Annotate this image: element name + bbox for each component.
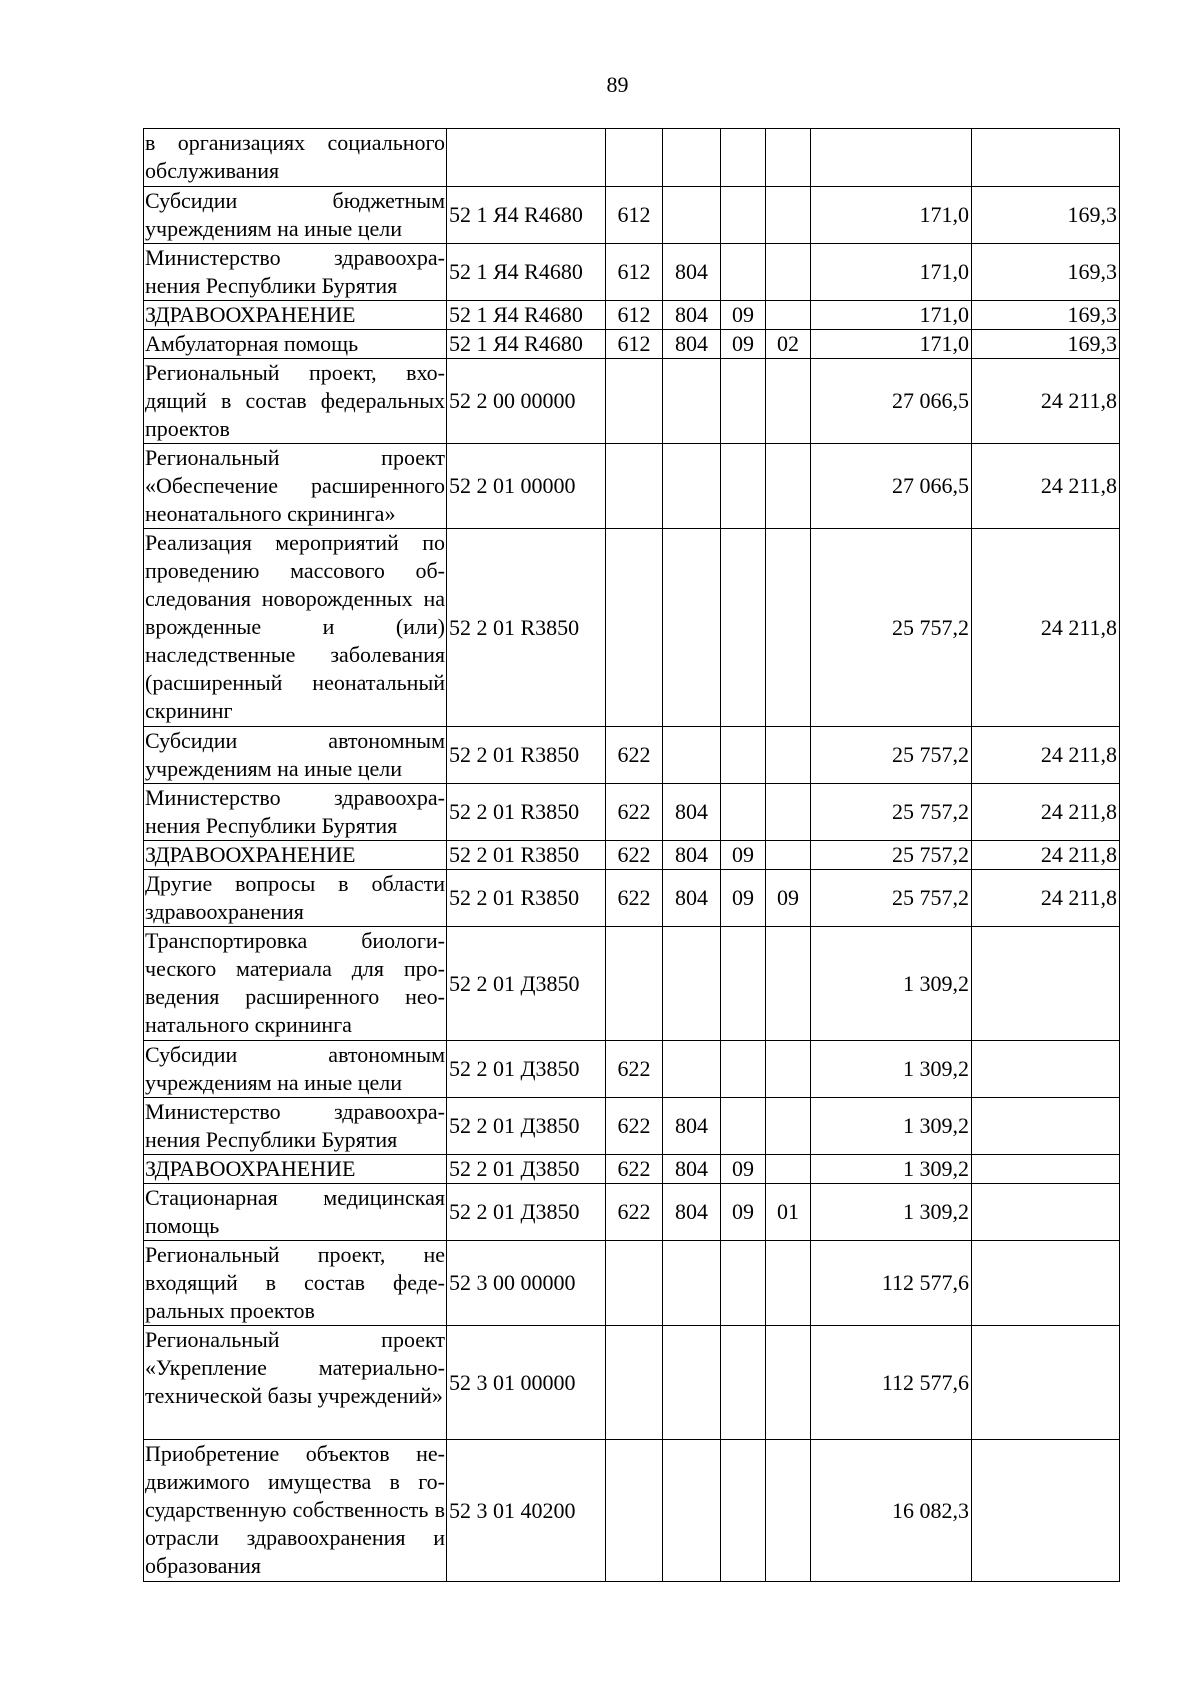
target-article-code-cell: 52 2 01 R3850 bbox=[447, 727, 606, 784]
administrator-code-cell bbox=[663, 129, 721, 187]
administrator-code-cell: 804 bbox=[663, 301, 721, 330]
table-row bbox=[144, 187, 1120, 244]
approved-sum-cell: 16 082,3 bbox=[811, 1440, 972, 1582]
subsection-code-cell bbox=[766, 529, 811, 727]
expense-type-cell: 622 bbox=[606, 727, 663, 784]
approved-sum-cell: 112 577,6 bbox=[811, 1326, 972, 1440]
section-code-cell bbox=[721, 784, 766, 841]
approved-sum-cell: 112 577,6 bbox=[811, 1241, 972, 1326]
expense-type-cell: 622 bbox=[606, 1098, 663, 1155]
target-article-code-cell: 52 1 Я4 R4680 bbox=[447, 187, 606, 244]
target-article-code-cell: 52 2 01 R3850 bbox=[447, 529, 606, 727]
target-article-code-cell: 52 2 01 Д3850 bbox=[447, 1155, 606, 1184]
executed-sum-cell bbox=[972, 1041, 1120, 1098]
approved-sum-cell: 1 309,2 bbox=[811, 1041, 972, 1098]
section-code-cell bbox=[721, 927, 766, 1041]
expense-type-cell bbox=[606, 444, 663, 529]
subsection-code-cell: 01 bbox=[766, 1184, 811, 1241]
subsection-code-cell bbox=[766, 841, 811, 870]
approved-sum-cell: 25 757,2 bbox=[811, 870, 972, 927]
administrator-code-cell bbox=[663, 187, 721, 244]
executed-sum-cell bbox=[972, 1326, 1120, 1440]
table-row bbox=[144, 244, 1120, 301]
target-article-code-cell: 52 1 Я4 R4680 bbox=[447, 301, 606, 330]
section-code-cell bbox=[721, 1041, 766, 1098]
target-article-code-cell: 52 2 01 Д3850 bbox=[447, 1041, 606, 1098]
row-name-cell: Транспортировка биологического материала для проведения расширенного неонатального скрининга bbox=[144, 927, 447, 1041]
subsection-code-cell bbox=[766, 187, 811, 244]
table-row bbox=[144, 129, 1120, 187]
executed-sum-cell bbox=[972, 1184, 1120, 1241]
table-row bbox=[144, 301, 1120, 330]
executed-sum-cell bbox=[972, 1241, 1120, 1326]
executed-sum-cell bbox=[972, 1440, 1120, 1582]
administrator-code-cell: 804 bbox=[663, 841, 721, 870]
section-code-cell bbox=[721, 529, 766, 727]
subsection-code-cell bbox=[766, 1155, 811, 1184]
section-code-cell bbox=[721, 1098, 766, 1155]
subsection-code-cell bbox=[766, 301, 811, 330]
table-row bbox=[144, 841, 1120, 870]
section-code-cell bbox=[721, 1326, 766, 1440]
expense-type-cell: 622 bbox=[606, 1041, 663, 1098]
section-code-cell bbox=[721, 727, 766, 784]
executed-sum-cell: 24 211,8 bbox=[972, 784, 1120, 841]
subsection-code-cell bbox=[766, 1098, 811, 1155]
expense-type-cell bbox=[606, 927, 663, 1041]
table-row bbox=[144, 927, 1120, 1041]
row-name-cell: Субсидии автономным учреждениям на иные цели bbox=[144, 727, 447, 784]
row-name-cell: Субсидии автономным учреждениям на иные цели bbox=[144, 1041, 447, 1098]
row-name-cell: Региональный проект «Обеспечение расширенного неонатального скрининга» bbox=[144, 444, 447, 529]
executed-sum-cell: 169,3 bbox=[972, 244, 1120, 301]
administrator-code-cell bbox=[663, 927, 721, 1041]
target-article-code-cell bbox=[447, 129, 606, 187]
table-row bbox=[144, 727, 1120, 784]
section-code-cell: 09 bbox=[721, 1184, 766, 1241]
approved-sum-cell: 25 757,2 bbox=[811, 784, 972, 841]
row-name-cell: Амбулаторная помощь bbox=[144, 330, 447, 359]
row-name-cell: Министерство здравоохранения Республики Бурятия bbox=[144, 244, 447, 301]
administrator-code-cell: 804 bbox=[663, 1184, 721, 1241]
subsection-code-cell: 02 bbox=[766, 330, 811, 359]
administrator-code-cell: 804 bbox=[663, 784, 721, 841]
table-row bbox=[144, 870, 1120, 927]
administrator-code-cell: 804 bbox=[663, 1155, 721, 1184]
table-row bbox=[144, 330, 1120, 359]
approved-sum-cell: 171,0 bbox=[811, 330, 972, 359]
table-row bbox=[144, 444, 1120, 529]
table-row bbox=[144, 784, 1120, 841]
executed-sum-cell: 24 211,8 bbox=[972, 529, 1120, 727]
subsection-code-cell bbox=[766, 1241, 811, 1326]
table-row bbox=[144, 1155, 1120, 1184]
budget-table-body bbox=[144, 129, 1120, 1582]
row-name-cell: Стационарная медицинская помощь bbox=[144, 1184, 447, 1241]
target-article-code-cell: 52 2 01 R3850 bbox=[447, 870, 606, 927]
executed-sum-cell bbox=[972, 927, 1120, 1041]
subsection-code-cell bbox=[766, 244, 811, 301]
section-code-cell: 09 bbox=[721, 870, 766, 927]
target-article-code-cell: 52 2 00 00000 bbox=[447, 359, 606, 444]
expense-type-cell bbox=[606, 129, 663, 187]
target-article-code-cell: 52 2 01 00000 bbox=[447, 444, 606, 529]
executed-sum-cell: 24 211,8 bbox=[972, 727, 1120, 784]
row-name-cell: Приобретение объектов недвижимого имущества в государственную собственность в отрасли здравоохранения и образования bbox=[144, 1440, 447, 1582]
expense-type-cell: 612 bbox=[606, 330, 663, 359]
expense-type-cell: 622 bbox=[606, 784, 663, 841]
administrator-code-cell bbox=[663, 1041, 721, 1098]
approved-sum-cell: 27 066,5 bbox=[811, 359, 972, 444]
target-article-code-cell: 52 2 01 Д3850 bbox=[447, 1184, 606, 1241]
target-article-code-cell: 52 3 01 00000 bbox=[447, 1326, 606, 1440]
approved-sum-cell: 171,0 bbox=[811, 301, 972, 330]
expense-type-cell: 612 bbox=[606, 244, 663, 301]
row-name-cell: Министерство здравоохранения Республики Бурятия bbox=[144, 784, 447, 841]
section-code-cell bbox=[721, 187, 766, 244]
section-code-cell: 09 bbox=[721, 1155, 766, 1184]
budget-table bbox=[143, 128, 1120, 1582]
row-name-cell: ЗДРАВООХРАНЕНИЕ bbox=[144, 1155, 447, 1184]
expense-type-cell: 622 bbox=[606, 1184, 663, 1241]
target-article-code-cell: 52 3 00 00000 bbox=[447, 1241, 606, 1326]
row-name-cell: в организациях социального обслуживания bbox=[144, 129, 447, 187]
section-code-cell: 09 bbox=[721, 301, 766, 330]
approved-sum-cell: 25 757,2 bbox=[811, 529, 972, 727]
administrator-code-cell: 804 bbox=[663, 330, 721, 359]
administrator-code-cell: 804 bbox=[663, 870, 721, 927]
approved-sum-cell: 1 309,2 bbox=[811, 1155, 972, 1184]
administrator-code-cell: 804 bbox=[663, 1098, 721, 1155]
section-code-cell bbox=[721, 1241, 766, 1326]
table-row bbox=[144, 529, 1120, 727]
administrator-code-cell bbox=[663, 1326, 721, 1440]
row-name-cell: Министерство здравоохранения Республики Бурятия bbox=[144, 1098, 447, 1155]
subsection-code-cell bbox=[766, 784, 811, 841]
approved-sum-cell: 1 309,2 bbox=[811, 1098, 972, 1155]
expense-type-cell: 622 bbox=[606, 870, 663, 927]
expense-type-cell: 622 bbox=[606, 841, 663, 870]
page-number: 89 bbox=[606, 72, 629, 97]
table-row bbox=[144, 1440, 1120, 1582]
executed-sum-cell bbox=[972, 1098, 1120, 1155]
table-row bbox=[144, 1041, 1120, 1098]
administrator-code-cell bbox=[663, 727, 721, 784]
table-row bbox=[144, 1241, 1120, 1326]
section-code-cell bbox=[721, 359, 766, 444]
target-article-code-cell: 52 2 01 Д3850 bbox=[447, 927, 606, 1041]
subsection-code-cell bbox=[766, 727, 811, 784]
administrator-code-cell bbox=[663, 529, 721, 727]
target-article-code-cell: 52 2 01 R3850 bbox=[447, 841, 606, 870]
target-article-code-cell: 52 2 01 Д3850 bbox=[447, 1098, 606, 1155]
executed-sum-cell: 24 211,8 bbox=[972, 870, 1120, 927]
subsection-code-cell bbox=[766, 129, 811, 187]
subsection-code-cell bbox=[766, 1440, 811, 1582]
expense-type-cell bbox=[606, 1326, 663, 1440]
approved-sum-cell: 171,0 bbox=[811, 187, 972, 244]
executed-sum-cell bbox=[972, 1155, 1120, 1184]
target-article-code-cell: 52 3 01 40200 bbox=[447, 1440, 606, 1582]
subsection-code-cell bbox=[766, 1041, 811, 1098]
executed-sum-cell: 24 211,8 bbox=[972, 841, 1120, 870]
administrator-code-cell bbox=[663, 1440, 721, 1582]
administrator-code-cell: 804 bbox=[663, 244, 721, 301]
section-code-cell bbox=[721, 1440, 766, 1582]
executed-sum-cell: 169,3 bbox=[972, 187, 1120, 244]
subsection-code-cell bbox=[766, 927, 811, 1041]
row-name-cell: Региональный проект, входящий в состав федеральных проектов bbox=[144, 359, 447, 444]
administrator-code-cell bbox=[663, 1241, 721, 1326]
table-row bbox=[144, 1326, 1120, 1440]
expense-type-cell: 612 bbox=[606, 301, 663, 330]
expense-type-cell bbox=[606, 529, 663, 727]
table-row bbox=[144, 1098, 1120, 1155]
section-code-cell: 09 bbox=[721, 330, 766, 359]
target-article-code-cell: 52 1 Я4 R4680 bbox=[447, 244, 606, 301]
row-name-cell: Региональный проект, не входящий в состав федеральных проектов bbox=[144, 1241, 447, 1326]
executed-sum-cell: 169,3 bbox=[972, 330, 1120, 359]
section-code-cell bbox=[721, 244, 766, 301]
approved-sum-cell: 25 757,2 bbox=[811, 841, 972, 870]
approved-sum-cell: 1 309,2 bbox=[811, 927, 972, 1041]
table-row bbox=[144, 1184, 1120, 1241]
executed-sum-cell: 169,3 bbox=[972, 301, 1120, 330]
target-article-code-cell: 52 2 01 R3850 bbox=[447, 784, 606, 841]
expense-type-cell bbox=[606, 1440, 663, 1582]
expense-type-cell: 612 bbox=[606, 187, 663, 244]
executed-sum-cell: 24 211,8 bbox=[972, 359, 1120, 444]
subsection-code-cell bbox=[766, 1326, 811, 1440]
row-name-cell: ЗДРАВООХРАНЕНИЕ bbox=[144, 841, 447, 870]
expense-type-cell: 622 bbox=[606, 1155, 663, 1184]
approved-sum-cell: 171,0 bbox=[811, 244, 972, 301]
approved-sum-cell: 1 309,2 bbox=[811, 1184, 972, 1241]
approved-sum-cell: 25 757,2 bbox=[811, 727, 972, 784]
row-name-cell: ЗДРАВООХРАНЕНИЕ bbox=[144, 301, 447, 330]
approved-sum-cell bbox=[811, 129, 972, 187]
approved-sum-cell: 27 066,5 bbox=[811, 444, 972, 529]
row-name-cell: Другие вопросы в области здравоохранения bbox=[144, 870, 447, 927]
expense-type-cell bbox=[606, 359, 663, 444]
subsection-code-cell bbox=[766, 359, 811, 444]
executed-sum-cell bbox=[972, 129, 1120, 187]
administrator-code-cell bbox=[663, 444, 721, 529]
row-name-cell: Региональный проект «Укрепление материально-технической базы учреждений» bbox=[144, 1326, 447, 1440]
row-name-cell: Субсидии бюджетным учреждениям на иные цели bbox=[144, 187, 447, 244]
executed-sum-cell: 24 211,8 bbox=[972, 444, 1120, 529]
row-name-cell: Реализация мероприятий по проведению массового обследования новорожденных на врожденные и (или) наследственные заболевания (расширенный неонатальный скрининг bbox=[144, 529, 447, 727]
subsection-code-cell: 09 bbox=[766, 870, 811, 927]
administrator-code-cell bbox=[663, 359, 721, 444]
target-article-code-cell: 52 1 Я4 R4680 bbox=[447, 330, 606, 359]
section-code-cell: 09 bbox=[721, 841, 766, 870]
subsection-code-cell bbox=[766, 444, 811, 529]
section-code-cell bbox=[721, 444, 766, 529]
table-row bbox=[144, 359, 1120, 444]
expense-type-cell bbox=[606, 1241, 663, 1326]
section-code-cell bbox=[721, 129, 766, 187]
